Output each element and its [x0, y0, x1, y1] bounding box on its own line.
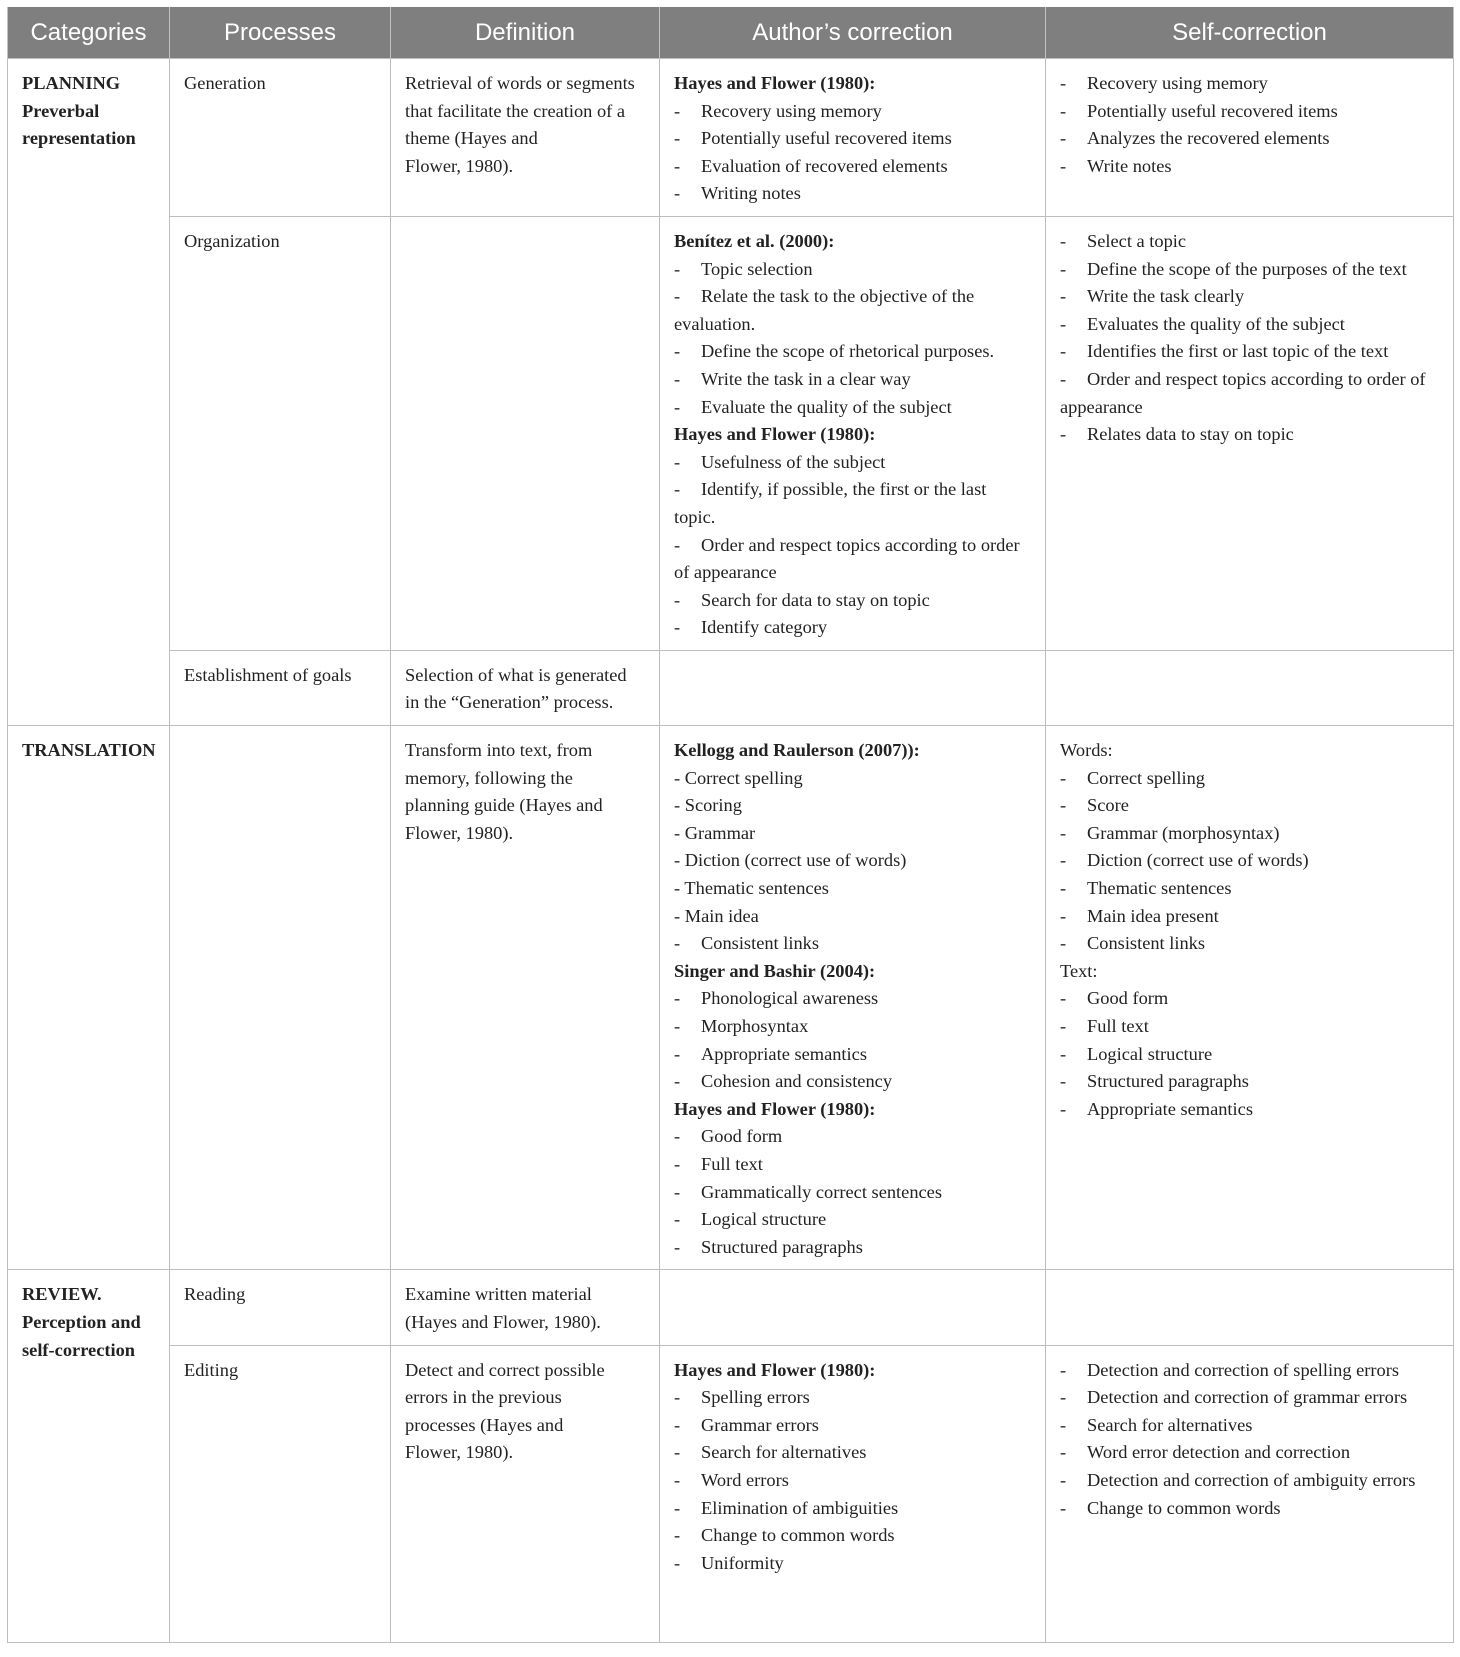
list-item-text: Grammar errors — [701, 1414, 819, 1435]
list-item-text: Usefulness of the subject — [701, 451, 886, 472]
list-item — [1060, 1068, 1439, 1096]
dash-bullet: - — [674, 396, 681, 417]
list-item — [1060, 1013, 1439, 1041]
list-text: - Main idea — [674, 905, 759, 926]
dash-bullet: - — [1060, 424, 1067, 445]
dash-bullet: - — [1060, 1098, 1067, 1119]
list-item — [1060, 1495, 1439, 1523]
dash-bullet: - — [1060, 128, 1067, 149]
list-item — [1060, 228, 1439, 256]
list-item — [674, 476, 1031, 531]
definition-cell — [391, 216, 660, 650]
text-line: Selection of what is generated — [405, 664, 627, 685]
dash-bullet: - — [674, 1525, 681, 1546]
list-item-text: Identifies the first or last topic of the text — [1087, 341, 1389, 362]
list-item-text: Full text — [701, 1153, 763, 1174]
dash-bullet: - — [1060, 313, 1067, 334]
list-item-text: Appropriate semantics — [1087, 1098, 1253, 1119]
list-item — [674, 98, 1031, 126]
dash-bullet: - — [674, 100, 681, 121]
process-reading: Reading — [184, 1284, 246, 1305]
list-item-text: Search for data to stay on topic — [701, 589, 930, 610]
list-item — [674, 1550, 1031, 1578]
definition-translation — [405, 737, 645, 847]
list-item-text: Grammatically correct sentences — [701, 1181, 942, 1202]
list-item — [674, 930, 1031, 958]
list-item-text: Detection and correction of spelling errors — [1087, 1359, 1400, 1380]
definition-goals — [405, 662, 645, 717]
list-item-text: Consistent links — [701, 933, 820, 954]
list-item — [1060, 311, 1439, 339]
list-item-text: Write the task in a clear way — [701, 368, 911, 389]
text-line: theme (Hayes and — [405, 128, 538, 149]
list-item-text: Cohesion and consistency — [701, 1071, 893, 1092]
definition-cell — [391, 1270, 660, 1345]
dash-bullet: - — [1060, 795, 1067, 816]
dash-bullet: - — [674, 1236, 681, 1257]
list-item-text: Logical structure — [1087, 1043, 1213, 1064]
list-item — [1060, 1096, 1439, 1124]
list-item — [1060, 875, 1439, 903]
list-item-text: Full text — [1087, 1016, 1149, 1036]
dash-bullet: - — [1060, 1359, 1067, 1380]
dash-bullet: - — [1060, 1469, 1067, 1490]
reference-heading: Singer and Bashir (2004): — [674, 960, 876, 981]
dash-bullet: - — [674, 1552, 681, 1573]
list-item-text: Structured paragraphs — [1087, 1071, 1249, 1092]
header-authors-correction: Author’s correction — [660, 7, 1046, 59]
list-item-text: Recovery using memory — [701, 100, 882, 121]
list-item — [1060, 1041, 1439, 1069]
process-organization: Organization — [184, 230, 280, 251]
text-line: Flower, 1980). — [405, 1442, 514, 1463]
definition-cell — [391, 650, 660, 725]
list-item — [674, 1439, 1031, 1467]
list-item — [674, 1151, 1031, 1179]
self-correction-organization — [1060, 228, 1439, 449]
self-correction-translation — [1060, 737, 1439, 1123]
dash-bullet: - — [674, 1153, 681, 1174]
list-item — [674, 338, 1031, 366]
list-item — [1060, 792, 1439, 820]
table-row — [8, 59, 1454, 217]
self-correction-cell — [1046, 1270, 1454, 1345]
process-cell — [170, 726, 391, 1270]
table-row — [8, 1270, 1454, 1345]
dash-bullet: - — [674, 1442, 681, 1463]
list-item-text: Identify category — [701, 617, 828, 638]
list-item — [674, 256, 1031, 284]
list-item — [674, 1522, 1031, 1550]
dash-bullet: - — [1060, 100, 1067, 121]
table-row — [8, 650, 1454, 725]
reference-heading: Benítez et al. (2000): — [674, 230, 835, 251]
process-cell — [170, 216, 391, 650]
category-planning — [22, 70, 155, 153]
list-item-text: Evaluate the quality of the subject — [701, 396, 952, 417]
dash-bullet: - — [674, 933, 681, 954]
dash-bullet: - — [674, 258, 681, 279]
table-header-row — [8, 7, 1454, 59]
list-item-text: Correct spelling — [1087, 767, 1205, 788]
dash-bullet: - — [1060, 1071, 1067, 1092]
list-item — [1060, 153, 1439, 181]
definition-generation — [405, 70, 645, 180]
list-item-text: Appropriate semantics — [701, 1043, 867, 1064]
list-item — [1060, 847, 1439, 875]
list-item — [674, 283, 1031, 338]
author-correction-generation — [674, 70, 1031, 208]
text-line: representation — [22, 128, 136, 149]
list-item-text: Word errors — [701, 1469, 789, 1490]
text-line: Retrieval of words or segments — [405, 73, 635, 93]
header-self-correction: Self-correction — [1046, 7, 1454, 59]
reference-heading: Hayes and Flower (1980): — [674, 1359, 876, 1380]
list-text: - Thematic sentences — [674, 878, 829, 899]
list-item — [674, 153, 1031, 181]
list-item — [1060, 1412, 1439, 1440]
text-line: TRANSLATION — [22, 740, 156, 761]
list-item-text: Relate the task to the objective of the evaluation. — [674, 286, 975, 334]
text-line: planning guide (Hayes and — [405, 795, 603, 816]
list-item — [1060, 338, 1439, 366]
self-correction-cell — [1046, 1345, 1454, 1642]
dash-bullet: - — [1060, 1387, 1067, 1408]
list-item — [1060, 1384, 1439, 1412]
text-line: in the “Generation” process. — [405, 692, 614, 713]
text-line: errors in the previous — [405, 1387, 562, 1408]
list-item — [674, 532, 1031, 587]
text-line: Examine written material — [405, 1284, 592, 1305]
dash-bullet: - — [1060, 258, 1067, 279]
table-row — [8, 216, 1454, 650]
author-correction-cell — [660, 650, 1046, 725]
header-definition: Definition — [391, 7, 660, 59]
list-item — [1060, 70, 1439, 98]
list-item-text: Search for alternatives — [701, 1442, 867, 1463]
dash-bullet: - — [1060, 73, 1067, 93]
list-item-text: Relates data to stay on topic — [1087, 424, 1294, 445]
list-item — [674, 394, 1031, 422]
process-establishment-of-goals: Establishment of goals — [184, 664, 352, 685]
list-item-text: Uniformity — [701, 1552, 784, 1573]
list-item-text: Search for alternatives — [1087, 1414, 1253, 1435]
list-item — [674, 125, 1031, 153]
text-line: Preverbal — [22, 100, 100, 121]
dash-bullet: - — [674, 155, 681, 176]
list-item — [674, 985, 1031, 1013]
list-item-text: Evaluation of recovered elements — [701, 155, 948, 176]
author-correction-cell — [660, 1345, 1046, 1642]
list-item — [1060, 283, 1439, 311]
category-translation — [22, 737, 155, 765]
self-correction-generation — [1060, 70, 1439, 180]
list-item-text: Phonological awareness — [701, 988, 879, 1009]
dash-bullet: - — [674, 479, 681, 500]
reference-heading: Kellogg and Raulerson (2007)): — [674, 740, 920, 761]
list-item — [674, 1467, 1031, 1495]
list-item — [1060, 421, 1439, 449]
list-item — [1060, 125, 1439, 153]
list-item-text: Write notes — [1087, 155, 1172, 176]
list-item-text: Detection and correction of grammar errors — [1087, 1387, 1408, 1408]
list-item-text: Select a topic — [1087, 230, 1187, 251]
author-correction-cell — [660, 726, 1046, 1270]
self-correction-cell — [1046, 726, 1454, 1270]
list-item — [674, 1384, 1031, 1412]
dash-bullet: - — [1060, 933, 1067, 954]
text-line: Transform into text, from — [405, 740, 593, 761]
author-correction-translation — [674, 737, 1031, 1261]
dash-bullet: - — [1060, 368, 1067, 389]
dash-bullet: - — [674, 1387, 681, 1408]
dash-bullet: - — [674, 183, 681, 204]
process-generation: Generation — [184, 73, 266, 93]
dash-bullet: - — [674, 1043, 681, 1064]
dash-bullet: - — [1060, 341, 1067, 362]
list-item-text: Structured paragraphs — [701, 1236, 863, 1257]
author-correction-organization — [674, 228, 1031, 642]
list-item-text: Main idea present — [1087, 905, 1219, 926]
list-item — [674, 614, 1031, 642]
list-item — [674, 1068, 1031, 1096]
text-line: self-correction — [22, 1339, 136, 1360]
dash-bullet: - — [1060, 1043, 1067, 1064]
list-item — [674, 1234, 1031, 1262]
dash-bullet: - — [1060, 1442, 1067, 1463]
category-cell — [8, 1270, 170, 1642]
reference-heading: Hayes and Flower (1980): — [674, 1098, 876, 1119]
list-text: - Correct spelling — [674, 767, 803, 788]
dash-bullet: - — [1060, 1414, 1067, 1435]
list-item-text: Good form — [701, 1126, 783, 1147]
text-line: Flower, 1980). — [405, 822, 514, 843]
list-item-text: Identify, if possible, the first or the last topic. — [674, 479, 987, 527]
text-line: Perception and — [22, 1311, 141, 1332]
process-cell — [170, 650, 391, 725]
dash-bullet: - — [674, 1181, 681, 1202]
text-line: PLANNING — [22, 73, 121, 93]
dash-bullet: - — [674, 368, 681, 389]
list-item-text: Spelling errors — [701, 1387, 810, 1408]
list-item-text: Grammar (morphosyntax) — [1087, 822, 1280, 843]
process-editing: Editing — [184, 1359, 239, 1380]
dash-bullet: - — [1060, 230, 1067, 251]
reference-heading: Hayes and Flower (1980): — [674, 73, 876, 93]
header-processes: Processes — [170, 7, 391, 59]
text-line: that facilitate the creation of a — [405, 100, 626, 121]
definition-cell — [391, 59, 660, 217]
process-cell — [170, 59, 391, 217]
list-text: Text: — [1060, 960, 1098, 981]
definition-cell — [391, 1345, 660, 1642]
list-item — [1060, 820, 1439, 848]
text-line: Detect and correct possible — [405, 1359, 605, 1380]
list-item-text: Thematic sentences — [1087, 878, 1232, 899]
list-item — [674, 1412, 1031, 1440]
dash-bullet: - — [674, 1126, 681, 1147]
list-item — [674, 1179, 1031, 1207]
list-item-text: Morphosyntax — [701, 1016, 809, 1036]
dash-bullet: - — [1060, 822, 1067, 843]
dash-bullet: - — [1060, 767, 1067, 788]
list-item-text: Diction (correct use of words) — [1087, 850, 1309, 871]
list-item — [674, 1206, 1031, 1234]
dash-bullet: - — [1060, 1497, 1067, 1518]
list-item — [1060, 256, 1439, 284]
list-item-text: Recovery using memory — [1087, 73, 1268, 93]
list-item-text: Writing notes — [701, 183, 801, 204]
list-item — [674, 587, 1031, 615]
header-categories: Categories — [8, 7, 170, 59]
text-line: memory, following the — [405, 767, 573, 788]
category-review — [22, 1281, 155, 1364]
writing-process-table — [7, 7, 1454, 1643]
dash-bullet: - — [674, 451, 681, 472]
category-cell — [8, 59, 170, 726]
dash-bullet: - — [674, 1469, 681, 1490]
list-item-text: Order and respect topics according to order of appearance — [1060, 368, 1426, 417]
process-cell — [170, 1270, 391, 1345]
dash-bullet: - — [674, 1414, 681, 1435]
list-item — [674, 1041, 1031, 1069]
list-item — [674, 1123, 1031, 1151]
table-row — [8, 1345, 1454, 1642]
list-item — [1060, 1439, 1439, 1467]
list-text: - Grammar — [674, 822, 756, 843]
dash-bullet: - — [1060, 850, 1067, 871]
list-item-text: Evaluates the quality of the subject — [1087, 313, 1345, 334]
table-row — [8, 726, 1454, 1270]
list-item — [1060, 98, 1439, 126]
list-item-text: Score — [1087, 795, 1129, 816]
dash-bullet: - — [674, 128, 681, 149]
list-item-text: Logical structure — [701, 1209, 827, 1230]
dash-bullet: - — [674, 617, 681, 638]
list-item-text: Potentially useful recovered items — [1087, 100, 1338, 121]
dash-bullet: - — [1060, 286, 1067, 307]
text-line: Flower, 1980). — [405, 155, 514, 176]
reference-heading: Hayes and Flower (1980): — [674, 424, 876, 445]
author-correction-cell — [660, 1270, 1046, 1345]
self-correction-cell — [1046, 650, 1454, 725]
dash-bullet: - — [1060, 905, 1067, 926]
list-item-text: Analyzes the recovered elements — [1087, 128, 1330, 149]
dash-bullet: - — [674, 1071, 681, 1092]
list-item-text: Topic selection — [701, 258, 813, 279]
list-item-text: Good form — [1087, 988, 1169, 1009]
dash-bullet: - — [674, 988, 681, 1009]
list-item-text: Define the scope of the purposes of the text — [1087, 258, 1407, 279]
list-item — [674, 366, 1031, 394]
category-cell — [8, 726, 170, 1270]
list-item — [1060, 985, 1439, 1013]
list-text: Words: — [1060, 740, 1113, 761]
list-item-text: Consistent links — [1087, 933, 1206, 954]
list-text: - Diction (correct use of words) — [674, 850, 907, 871]
self-correction-editing — [1060, 1357, 1439, 1523]
text-line: REVIEW. — [22, 1284, 102, 1305]
dash-bullet: - — [674, 534, 681, 555]
dash-bullet: - — [1060, 878, 1067, 899]
author-correction-editing — [674, 1357, 1031, 1578]
dash-bullet: - — [674, 1016, 681, 1036]
self-correction-cell — [1046, 216, 1454, 650]
text-line: (Hayes and Flower, 1980). — [405, 1311, 601, 1332]
list-item — [1060, 1467, 1439, 1495]
list-item — [674, 449, 1031, 477]
list-item — [1060, 765, 1439, 793]
list-item-text: Word error detection and correction — [1087, 1442, 1351, 1463]
list-item-text: Detection and correction of ambiguity errors — [1087, 1469, 1416, 1490]
list-text: - Scoring — [674, 795, 742, 816]
list-item — [1060, 930, 1439, 958]
self-correction-cell — [1046, 59, 1454, 217]
list-item — [674, 180, 1031, 208]
dash-bullet: - — [674, 589, 681, 610]
dash-bullet: - — [674, 1497, 681, 1518]
list-item-text: Change to common words — [1087, 1497, 1281, 1518]
process-cell — [170, 1345, 391, 1642]
definition-cell — [391, 726, 660, 1270]
list-item — [674, 1495, 1031, 1523]
dash-bullet: - — [1060, 988, 1067, 1009]
dash-bullet: - — [1060, 1016, 1067, 1036]
author-correction-cell — [660, 59, 1046, 217]
text-line: processes (Hayes and — [405, 1414, 564, 1435]
definition-reading — [405, 1281, 645, 1336]
list-item-text: Elimination of ambiguities — [701, 1497, 899, 1518]
list-item-text: Potentially useful recovered items — [701, 128, 952, 149]
list-item-text: Write the task clearly — [1087, 286, 1245, 307]
list-item — [674, 1013, 1031, 1041]
list-item-text: Order and respect topics according to order of appearance — [674, 534, 1020, 583]
dash-bullet: - — [674, 341, 681, 362]
definition-editing — [405, 1357, 645, 1467]
list-item-text: Change to common words — [701, 1525, 895, 1546]
dash-bullet: - — [674, 286, 681, 307]
dash-bullet: - — [1060, 155, 1067, 176]
list-item-text: Define the scope of rhetorical purposes. — [701, 341, 995, 362]
dash-bullet: - — [674, 1209, 681, 1230]
list-item — [1060, 903, 1439, 931]
list-item — [1060, 1357, 1439, 1385]
list-item — [1060, 366, 1439, 421]
author-correction-cell — [660, 216, 1046, 650]
